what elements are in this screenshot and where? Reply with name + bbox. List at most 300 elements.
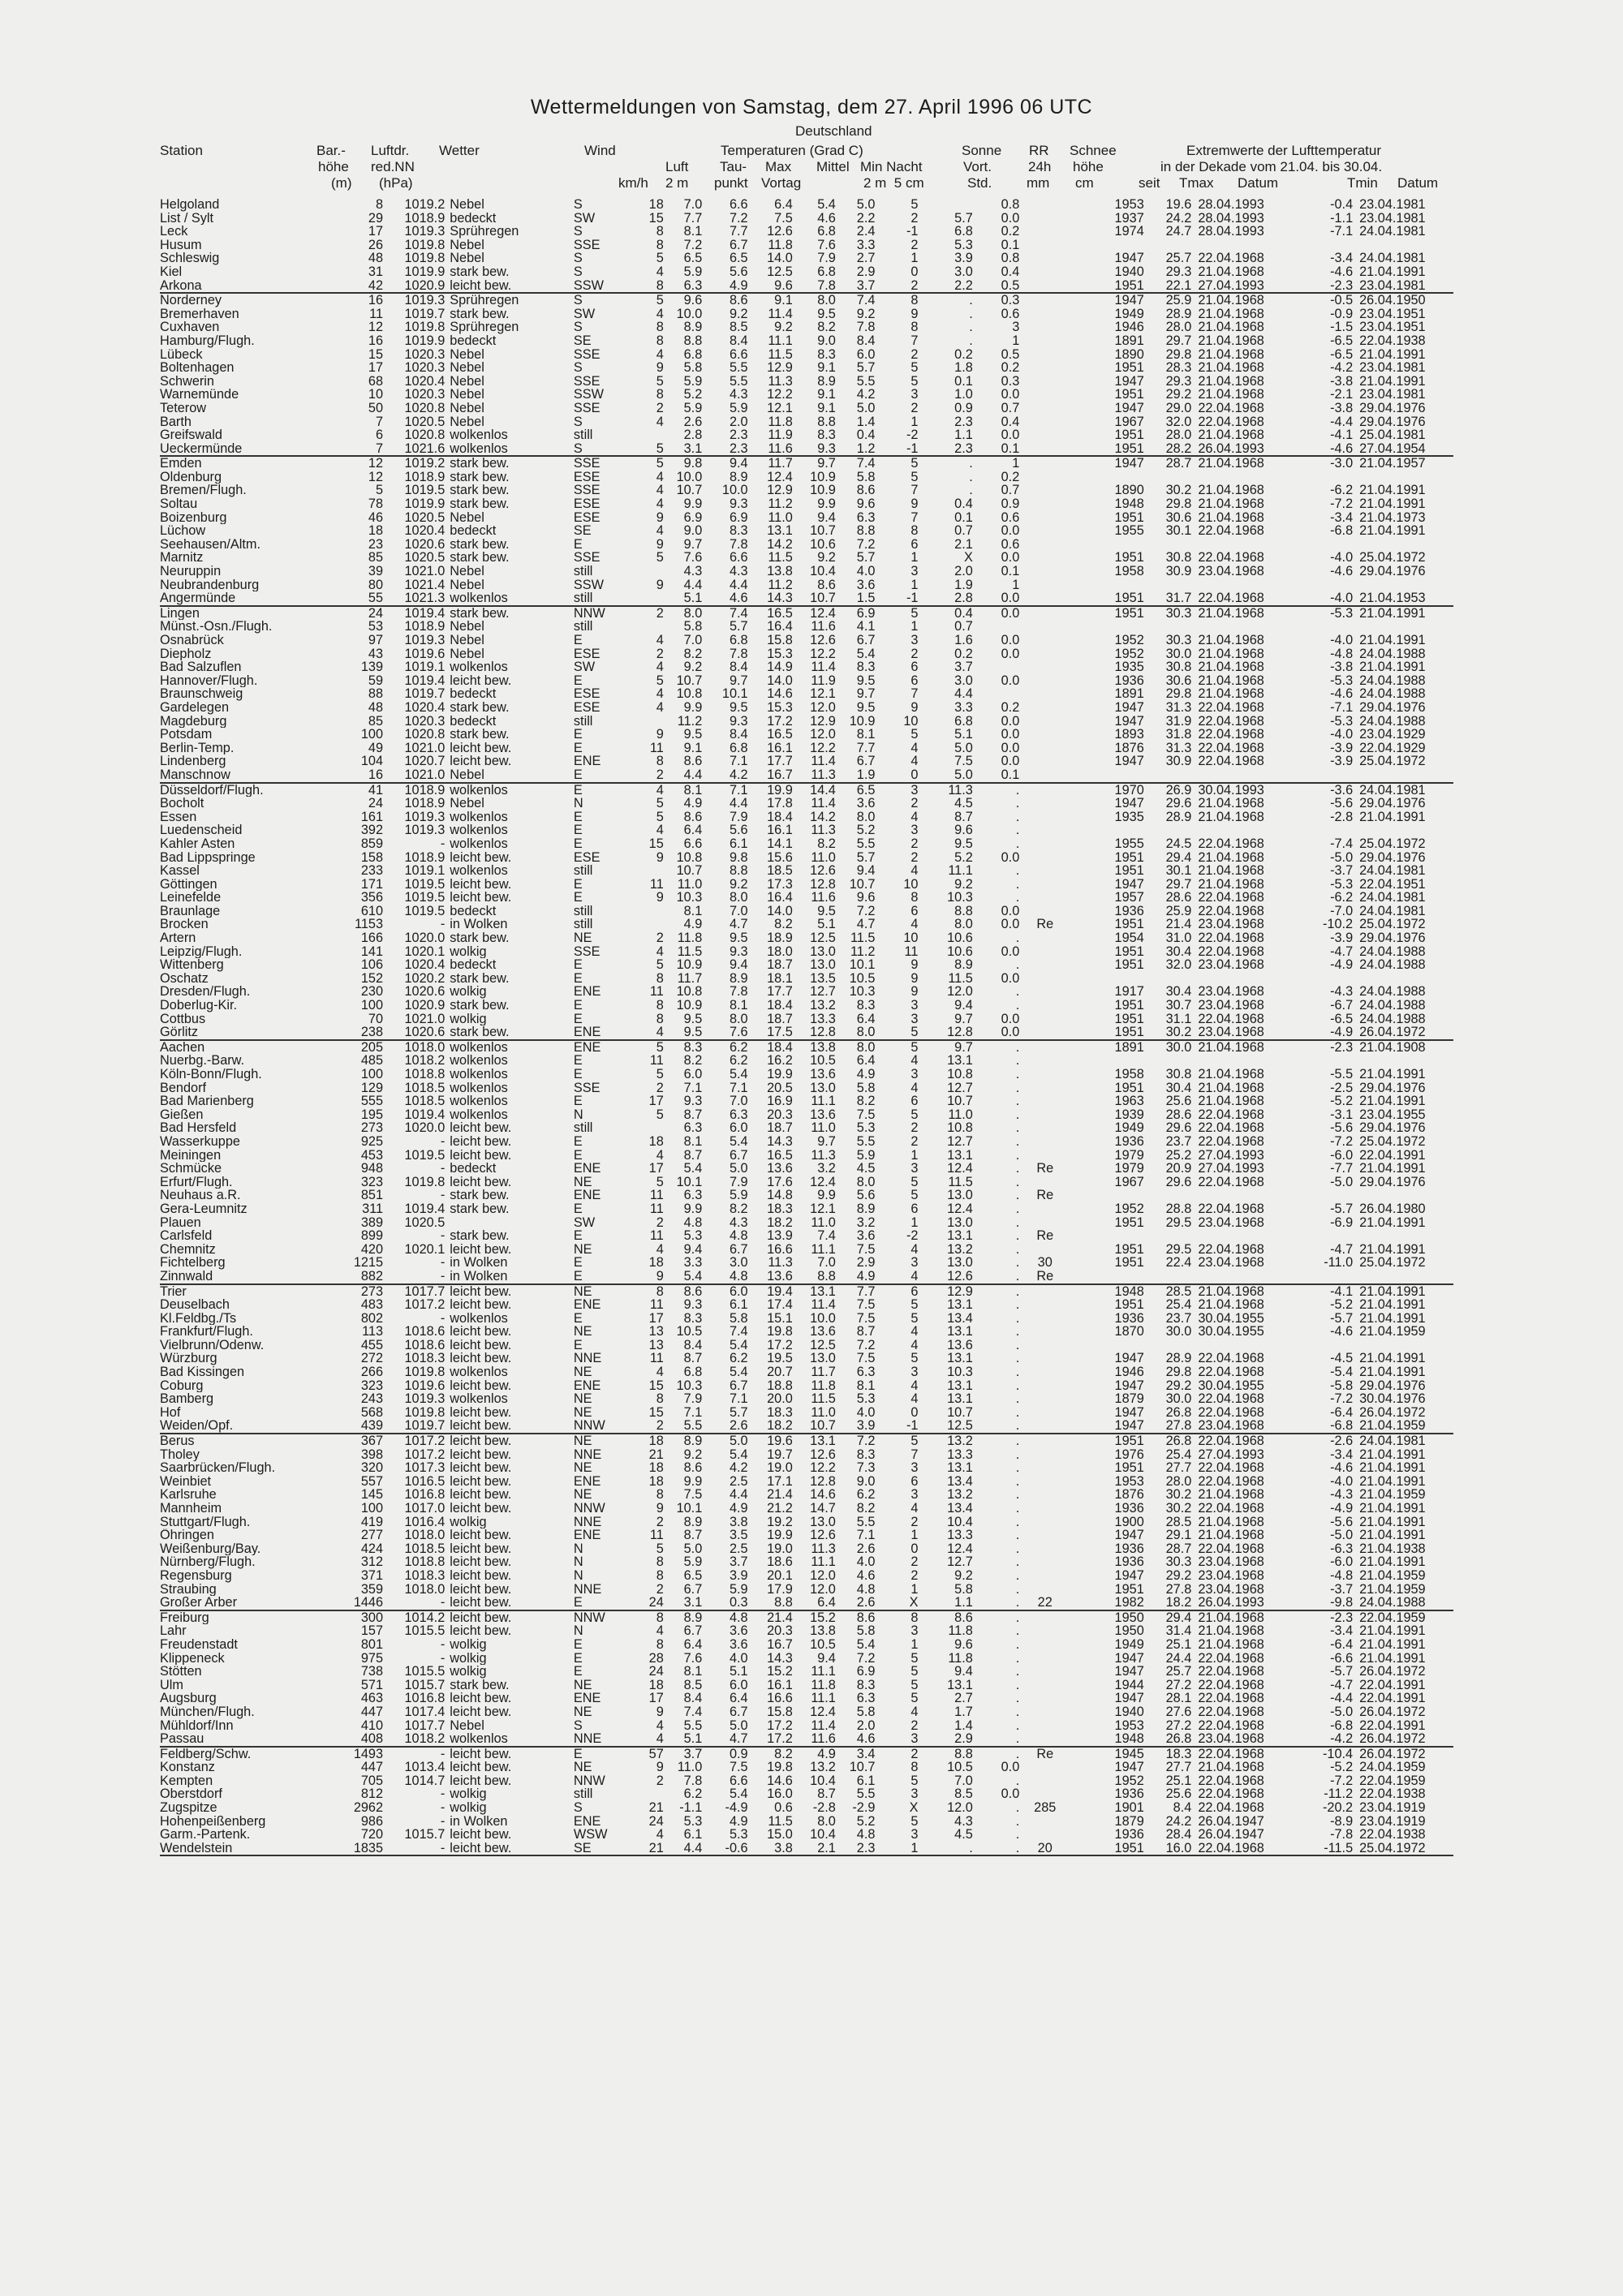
cell-rr-24h: . [1015,1365,1020,1379]
cell-sonne: 1.1 [954,428,973,442]
cell-wind-dir: ESE [573,510,601,525]
cell-wind-speed: 4 [656,1365,664,1379]
cell-seit: 1979 [1114,1162,1144,1176]
cell-mittel: 10.6 [810,537,836,552]
cell-temp-luft: 10.0 [676,470,703,484]
cell-tmax-datum: 22.04.1968 [1191,1747,1290,1761]
cell-min-2m: 9.5 [856,700,876,715]
cell-min-5cm: 6 [911,673,919,688]
cell-tmax-datum: 22.04.1968 [1198,1352,1264,1366]
cell-min-2m: 8.9 [856,1202,876,1216]
cell-min-5cm: -1 [906,1419,919,1434]
cell-tmax: 31.4 [1165,1624,1192,1638]
cell-tmin-datum: 21.04.1991 [1359,1651,1426,1666]
cell-temp-luft: 5.1 [683,1732,703,1747]
cell-tmin-datum: 24.04.1981 [1359,225,1426,239]
cell-tmin: -7.2 [1330,1774,1354,1788]
cell-luftdruck: - [440,1311,446,1326]
cell-luftdruck: 1021.0 [404,565,446,578]
cell-temp-luft: 8.1 [683,225,703,239]
cell-bar-hoehe: 238 [360,1025,384,1040]
cell-station: Oldenburg [160,470,222,484]
cell-tmin-datum [1353,1229,1453,1243]
cell-seit: 1954 [1114,931,1144,945]
cell-tmin-datum: 23.04.1919 [1359,1801,1426,1815]
cell-sonne: 8.9 [954,958,973,972]
cell-schnee [1019,1379,1070,1393]
cell-sonne: 9.4 [954,1665,973,1679]
table-row [160,1569,1453,1583]
cell-luftdruck: 1020.3 [404,714,446,729]
cell-temp-luft: 10.3 [676,1378,703,1393]
cell-rr-24h: 0.0 [1001,1761,1020,1774]
cell-taupunkt: 4.4 [729,1488,748,1502]
cell-wind-speed: 2 [656,1774,664,1788]
table-row [160,1719,1453,1733]
table-row [160,797,1453,810]
cell-tmax-datum: 23.04.1968 [1198,918,1264,932]
cell-tmax: 25.7 [1165,252,1192,265]
table-row [160,905,1453,918]
cell-mittel: 12.5 [810,1338,836,1352]
cell-schnee [1019,837,1070,851]
cell-sonne: 5.7 [954,211,973,226]
cell-temp-luft: 5.0 [683,1541,703,1556]
cell-luftdruck: - [440,1596,446,1610]
cell-seit: 1947 [1114,797,1144,810]
cell-luftdruck: 1020.1 [404,1242,446,1257]
table-row [160,1461,1453,1475]
cell-bar-hoehe: 2962 [353,1801,384,1815]
cell-wetter: stark bew. [450,484,510,498]
cell-tmax-datum: 21.04.1968 [1198,374,1264,389]
cell-min-2m: 5.5 [856,374,876,389]
cell-seit: 1947 [1114,1692,1144,1705]
cell-taupunkt: 3.6 [729,1637,748,1652]
cell-tmin: -5.2 [1330,1094,1354,1108]
cell-luftdruck: 1016.8 [404,1488,446,1502]
cell-station: Kiel [160,264,183,279]
cell-tmin-datum: 24.04.1988 [1359,1012,1426,1026]
cell-mittel: 7.6 [817,238,836,252]
cell-wetter: stark bew. [450,1678,510,1692]
cell-wetter: wolkig [450,944,487,959]
cell-mittel: 7.0 [817,1256,836,1270]
cell-bar-hoehe: 100 [360,1068,384,1081]
cell-schnee [1019,1828,1070,1842]
cell-schnee: 285 [1034,1801,1057,1815]
cell-sonne: 3.0 [954,264,973,279]
table-row [160,606,1453,621]
cell-schnee [1019,1013,1070,1026]
cell-wetter: stark bew. [445,606,570,621]
cell-wetter: leicht bew. [450,1447,512,1462]
cell-station: Öhringen [160,1529,214,1542]
cell-wind-dir: NNE [573,1447,602,1462]
cell-seit: 1951 [1114,918,1144,932]
cell-tmax: 30.9 [1165,755,1192,768]
cell-mittel: 13.1 [793,1434,836,1448]
cell-station: Tholey [160,1447,200,1462]
cell-bar-hoehe: 359 [360,1582,384,1597]
cell-tmin-datum: 24.04.1981 [1359,891,1426,905]
cell-rr-24h: 0.8 [1001,198,1020,212]
cell-mittel: 14.7 [810,1502,836,1516]
cell-station: Bamberg [160,1392,214,1406]
table-row [160,1013,1453,1026]
table-row [160,1365,1453,1379]
cell-luftdruck: 1020.8 [404,428,446,442]
cell-seit: 1955 [1114,524,1144,538]
cell-wind-speed: 4 [656,634,664,647]
cell-wetter: stark bew. [450,1189,510,1202]
cell-tmax-datum: 28.04.1993 [1198,198,1264,212]
cell-tmin-datum: 24.04.1981 [1359,904,1426,918]
cell-wetter: Sprühregen [445,293,570,307]
cell-max-vortag: 19.9 [748,783,793,798]
cell-seit: 1891 [1114,333,1144,348]
cell-schnee [1019,1569,1070,1583]
cell-seit: 1953 [1114,1718,1144,1733]
cell-max-vortag: 13.8 [767,565,793,578]
cell-station: Plauen [160,1215,201,1230]
cell-station: München/Flugh. [160,1705,255,1719]
cell-min-2m: 4.0 [856,565,876,578]
cell-tmax: 25.6 [1165,1094,1192,1108]
cell-sonne: 13.1 [947,1325,973,1339]
cell-seit [1070,1054,1144,1068]
cell-schnee [1019,1108,1070,1122]
cell-tmin-datum: 21.04.1938 [1359,1541,1426,1556]
cell-tmax-datum: 30.04.1955 [1198,1311,1264,1326]
cell-temp-luft: 10.7 [676,673,703,688]
cell-schnee [1019,1149,1070,1163]
cell-sonne: 9.7 [954,1012,973,1026]
cell-tmax: 23.7 [1165,1134,1192,1149]
cell-tmax: 31.3 [1165,700,1192,715]
cell-sonne: 12.7 [947,1555,973,1569]
cell-min-2m: 7.1 [856,1529,876,1542]
cell-temp-luft: 8.1 [683,1665,703,1679]
cell-tmax-datum: 22.04.1968 [1198,904,1264,918]
cell-tmax: 29.4 [1165,850,1192,865]
cell-tmax: 29.8 [1165,497,1192,511]
cell-wind-speed: 24 [648,1665,664,1679]
cell-wetter: Nebel [450,620,484,634]
cell-min-5cm: 10 [903,931,919,945]
cell-min-5cm: 6 [911,1202,919,1216]
cell-tmin: -5.2 [1330,1761,1354,1774]
cell-station: Meiningen [160,1148,222,1163]
cell-wetter: leicht bew. [450,1298,512,1312]
cell-taupunkt: 7.1 [729,755,748,768]
cell-bar-hoehe: 812 [360,1787,384,1802]
cell-tmax: 22.1 [1165,278,1192,293]
cell-tmin: -7.2 [1330,497,1354,511]
cell-seit [1070,1229,1144,1243]
cell-tmin-datum: 24.04.1988 [1359,958,1426,972]
cell-station: Neubrandenburg [160,578,260,592]
cell-sonne: 13.4 [947,1474,973,1489]
cell-taupunkt: 5.4 [729,1787,748,1802]
cell-bar-hoehe: 24 [330,606,383,621]
cell-station: Marnitz [160,551,204,565]
cell-wind-speed: 17 [648,1094,664,1108]
cell-wetter: leicht bew. [445,1610,570,1625]
cell-luftdruck: 1017.2 [383,1434,445,1448]
cell-tmax [1144,823,1192,837]
cell-min-5cm: 8 [911,524,919,538]
cell-tmin [1290,1229,1353,1243]
table-row [160,958,1453,972]
cell-tmax: 25.7 [1165,1665,1192,1679]
cell-min-2m: 9.2 [856,307,876,321]
cell-tmax: 25.9 [1165,904,1192,918]
table-row [160,1419,1453,1434]
cell-schnee [1019,239,1070,252]
cell-tmax-datum: 21.04.1968 [1198,1515,1264,1529]
cell-seit: 1936 [1114,1828,1144,1842]
cell-max-vortag: 16.9 [767,1094,793,1108]
cell-mittel: 12.1 [810,1202,836,1216]
cell-min-5cm: 5 [911,728,919,742]
cell-sonne: X [963,551,973,565]
cell-tmax: 30.1 [1165,524,1192,538]
cell-schnee [1019,878,1070,892]
cell-wind-speed: 9 [656,1269,664,1283]
cell-taupunkt: 4.7 [729,1732,748,1747]
cell-schnee [1019,511,1070,525]
cell-bar-hoehe: 100 [360,728,384,742]
cell-max-vortag: 17.5 [767,1025,793,1040]
cell-min-2m: 9.6 [856,497,876,511]
cell-max-vortag: 19.8 [767,1761,793,1774]
cell-tmax: 28.9 [1165,307,1192,321]
cell-taupunkt: 6.2 [729,1054,748,1068]
cell-seit: 1917 [1114,985,1144,1000]
cell-taupunkt: 8.4 [729,333,748,348]
cell-schnee [1019,1652,1070,1666]
cell-taupunkt: 8.4 [729,660,748,674]
cell-min-2m: 0.4 [856,428,876,442]
cell-schnee [1019,334,1070,348]
cell-seit: 1957 [1114,891,1144,905]
table-row [160,524,1453,538]
cell-luftdruck: 1018.9 [404,211,446,226]
cell-temp-luft: 7.7 [683,211,703,226]
cell-wind-speed: 8 [656,1488,664,1502]
cell-temp-luft: 8.9 [664,1610,702,1625]
cell-tmax: 30.9 [1165,565,1192,578]
table-row [160,1801,1453,1815]
cell-rr-24h: . [1015,1774,1020,1788]
cell-sonne: 0.2 [954,647,973,661]
cell-wind-dir: N [573,797,583,810]
cell-max-vortag: 9.6 [774,278,793,293]
cell-tmax-datum: 22.04.1968 [1198,252,1264,265]
table-row [160,985,1453,999]
cell-luftdruck: 1016.8 [404,1692,446,1705]
cell-max-vortag: 9.1 [748,293,793,307]
cell-mittel: 7.4 [817,1229,836,1243]
cell-temp-luft: 5.3 [683,1229,703,1243]
cell-schnee [1019,634,1070,647]
cell-wind-dir: still [573,620,593,634]
cell-wind-speed: 8 [656,320,664,334]
cell-wind-speed: 5 [656,797,664,810]
cell-max-vortag: 16.7 [767,1637,793,1652]
cell-sonne: 13.1 [947,1678,973,1692]
cell-tmin: -5.0 [1330,1175,1354,1189]
cell-tmax: 30.1 [1165,864,1192,878]
cell-sonne: 10.7 [947,1405,973,1420]
cell-rr-24h: . [973,1284,1019,1299]
cell-min-5cm: 5 [911,1189,919,1202]
cell-wind-dir: ENE [573,1189,601,1202]
cell-tmax-datum: 21.04.1968 [1191,1610,1290,1625]
cell-tmin-datum: 26.04.1972 [1359,1732,1426,1747]
cell-tmin-datum: 24.04.1988 [1359,944,1426,959]
cell-min-5cm: -2 [906,428,919,442]
cell-wetter: in Wolken [450,1256,508,1270]
cell-wind-dir: NE [573,1365,592,1379]
header-luftdruck-1: Luftdr. [371,143,410,158]
cell-taupunkt: 2.3 [729,441,748,456]
cell-rr-24h: . [1015,1541,1020,1556]
cell-min-2m: 5.8 [856,470,876,484]
cell-min-2m: 6.7 [856,755,876,768]
cell-wind-speed: 5 [656,1107,664,1122]
cell-max-vortag: 16.6 [767,1692,793,1705]
cell-tmax-datum: 27.04.1993 [1198,278,1264,293]
table-row [160,1774,1453,1788]
cell-max-vortag: 20.5 [767,1081,793,1095]
cell-sonne: 3.3 [954,700,973,715]
cell-mittel: 9.4 [817,510,836,525]
cell-station: Greifswald [160,428,222,442]
cell-tmin-datum: 21.04.1991 [1359,810,1426,824]
cell-luftdruck: 1020.3 [404,388,446,402]
cell-max-vortag: 15.2 [767,1665,793,1679]
cell-tmax-datum: 22.04.1968 [1198,891,1264,905]
cell-bar-hoehe: 18 [368,524,384,538]
cell-seit: 1946 [1114,1365,1144,1379]
cell-station: Emden [160,456,330,471]
cell-tmax-datum [1191,1054,1290,1068]
cell-station: Hamburg/Flugh. [160,333,255,348]
cell-temp-luft: 2.6 [683,415,703,429]
cell-bar-hoehe: 398 [360,1447,384,1462]
cell-temp-luft: 4.4 [664,1842,702,1856]
cell-schnee [1019,1406,1070,1420]
cell-tmin: -3.8 [1330,401,1354,415]
cell-bar-hoehe: 802 [360,1311,384,1326]
cell-schnee [1019,945,1070,959]
cell-rr-24h: . [1015,1081,1020,1095]
cell-wetter: leicht bew. [450,1121,512,1135]
cell-tmax-datum: 22.04.1968 [1198,1107,1264,1122]
cell-wind-speed: 21 [617,1842,663,1856]
cell-station: Garm.-Partenk. [160,1828,251,1842]
cell-max-vortag: 11.9 [768,428,793,442]
header-schnee-3: cm [1075,175,1094,191]
cell-rr-24h: 0.1 [1001,441,1020,456]
cell-mittel: 13.8 [793,1040,836,1055]
cell-min-5cm: 6 [911,660,919,674]
cell-min-5cm: 2 [911,1555,919,1569]
cell-seit: 1890 [1114,484,1144,498]
cell-tmin-datum: 22.04.1938 [1359,1828,1426,1842]
cell-tmax-datum: 21.04.1968 [1198,850,1264,865]
cell-wetter: Nebel [450,415,484,429]
table-row [160,1025,1453,1040]
cell-tmax-datum: 22.04.1968 [1198,1665,1264,1679]
cell-tmax: 30.4 [1165,1081,1192,1095]
cell-tmax-datum: 21.04.1968 [1198,1529,1264,1542]
cell-min-5cm: 4 [911,741,919,755]
cell-tmax [1144,538,1192,552]
cell-wind-dir: still [573,565,593,578]
cell-wind-dir: still [573,1787,593,1802]
cell-schnee [1019,1040,1070,1055]
cell-tmin-datum: 21.04.1991 [1359,1502,1426,1516]
cell-tmin: -2.5 [1330,1081,1354,1095]
cell-max-vortag: 18.1 [767,971,793,986]
cell-max-vortag: 11.3 [768,1256,793,1270]
cell-wind-speed: 4 [656,470,664,484]
cell-luftdruck: 1019.9 [404,497,446,511]
cell-tmin-datum: 24.04.1988 [1359,714,1426,729]
page-title: Wettermeldungen von Samstag, dem 27. April 1996 06 UTC [530,96,1093,118]
cell-schnee [1019,1419,1070,1434]
cell-seit: 1951 [1114,510,1144,525]
cell-tmax-datum: 21.04.1968 [1198,687,1264,701]
cell-mittel: 6.8 [817,225,836,239]
cell-wind-speed: 8 [656,1392,664,1406]
cell-taupunkt: 4.8 [729,1269,748,1283]
header-min-nacht: Min Nacht [860,159,923,174]
cell-rr-24h: 0.0 [1001,904,1020,918]
cell-taupunkt: 9.2 [729,307,748,321]
cell-sonne: 13.1 [947,1229,973,1243]
header-kmh: km/h [618,175,648,191]
cell-schnee [1019,1624,1070,1638]
cell-mittel: 12.0 [810,728,836,742]
cell-tmax-datum: 21.04.1968 [1198,1298,1264,1312]
cell-min-5cm: 10 [903,714,919,729]
cell-luftdruck: 1021.0 [404,741,446,755]
cell-tmin: -3.9 [1330,755,1354,768]
cell-schnee [1019,1529,1070,1542]
cell-tmin: -4.9 [1330,1025,1354,1040]
cell-schnee [1019,1815,1070,1829]
cell-min-2m: 5.7 [856,850,876,865]
cell-min-5cm: 2 [911,850,919,865]
cell-mittel: 11.0 [811,1405,836,1420]
cell-sonne: 2.7 [954,1692,973,1705]
cell-tmin: -6.8 [1330,1718,1354,1733]
cell-seit: 1947 [1114,1665,1144,1679]
cell-sonne: 10.3 [947,891,973,905]
cell-schnee [1019,1488,1070,1502]
cell-min-2m: 1.4 [856,415,876,429]
cell-luftdruck: 1016.4 [404,1515,446,1529]
cell-tmin: -3.1 [1330,1107,1354,1122]
cell-luftdruck: 1019.8 [404,238,446,252]
cell-luftdruck: 1020.6 [404,985,446,1000]
cell-seit: 1952 [1114,1202,1144,1216]
cell-wind-speed: 4 [656,1718,664,1733]
